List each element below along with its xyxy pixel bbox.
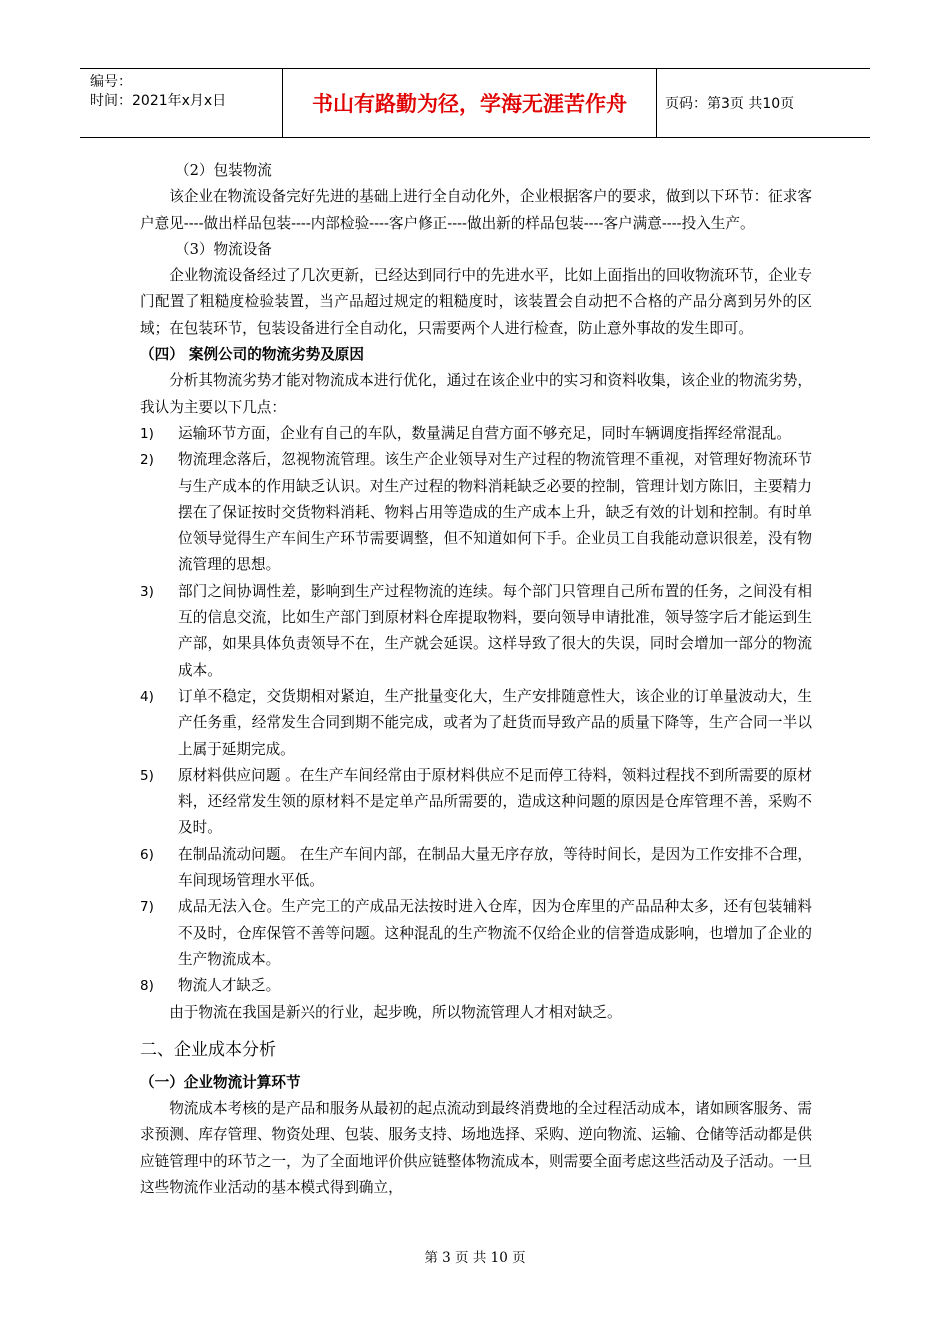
header-date-label: 时间：2021年x月x日 bbox=[90, 93, 227, 109]
header-motto: 书山有路勤为径，学海无涯苦作舟 bbox=[283, 69, 657, 137]
paragraph-logistics-calc: 物流成本考核的是产品和服务从最初的起点流动到最终消费地的全过程活动成本，诸如顾客服务、需求预测、库存管理、物资处理、包装、服务支持、场地选择、采购、逆向物流、运输、仓储等活动都是供应链管理中的环节之一，为了全面地评价供应链整体物流成本，则需要全面考虑这些活动及子活动。一旦这些物流作业活动的基本模式得到确立， bbox=[140, 1100, 812, 1196]
list-item bbox=[140, 763, 812, 842]
list-item-text: 物流人才缺乏。 bbox=[178, 977, 281, 995]
list-item-text: 订单不稳定，交货期相对紧迫，生产批量变化大，生产安排随意性大，该企业的订单量波动大，生产任务重，经常发生合同到期不能完成，或者为了赶货而导致产品的质量下降等，生产合同一半以上属于延期完成。 bbox=[178, 687, 812, 758]
list-item-number: 5) bbox=[140, 767, 154, 784]
list-item-text: 部门之间协调性差，影响到生产过程物流的连续。每个部门只管理自己所布置的任务，之间没有相互的信息交流，比如生产部门到原材料仓库提取物料，要向领导申请批准，领导签字后才能运到生产部，如果具体负责领导不在，生产就会延误。这样导致了很大的失误，同时会增加一部分的物流成本。 bbox=[178, 582, 812, 679]
header-meta bbox=[80, 69, 283, 137]
document-body bbox=[140, 158, 812, 1201]
chapter-title-cost-analysis: 二、企业成本分析 bbox=[140, 1039, 276, 1060]
section-title-weakness: （四） 案例公司的物流劣势及原因 bbox=[140, 346, 364, 364]
list-item bbox=[140, 421, 812, 447]
list-item-number: 8) bbox=[140, 978, 154, 995]
list-item-number: 4) bbox=[140, 688, 154, 705]
list-item bbox=[140, 842, 812, 895]
list-item-number: 6) bbox=[140, 846, 154, 863]
list-item-text: 物流理念落后，忽视物流管理。该生产企业领导对生产过程的物流管理不重视，对管理好物流环节与生产成本的作用缺乏认识。对生产过程的物料消耗缺乏必要的控制，管理计划方陈旧，主要精力摆在了保证按时交货物料消耗、物料占用等造成的生产成本上升，缺乏有效的计划和控制。有时单位领导觉得生产车间生产环节需要调整，但不知道如何下手。企业员工自我能动意识很差，没有物流管理的思想。 bbox=[178, 451, 812, 574]
paragraph-equipment: 企业物流设备经过了几次更新，已经达到同行中的先进水平，比如上面指出的回收物流环节，企业专门配置了粗糙度检验装置，当产品超过规定的粗糙度时，该装置会自动把不合格的产品分离到另外的区域；在包装环节，包装设备进行全自动化，只需要两个人进行检查，防止意外事故的发生即可。 bbox=[140, 267, 812, 337]
list-item-text: 在制品流动问题。 在生产车间内部，在制品大量无序存放，等待时间长，是因为工作安排不合理，车间现场管理水平低。 bbox=[178, 845, 812, 890]
section-title-logistics-calc: （一）企业物流计算环节 bbox=[140, 1073, 301, 1091]
list-item-text: 成品无法入仓。生产完工的产成品无法按时进入仓库，因为仓库里的产品品种太多，还有包装辅料不及时，仓库保管不善等问题。这种混乱的生产物流不仅给企业的信誉造成影响，也增加了企业的生产物流成本。 bbox=[178, 898, 812, 968]
list-item-text: 原材料供应问题 。在生产车间经常由于原材料供应不足而停工待料，领料过程找不到所需要的原材料，还经常发生领的原材料不是定单产品所需要的，造成这种问题的原因是仓库管理不善，采购不及时。 bbox=[178, 766, 812, 837]
page-footer: 第 3 页 共 10 页 bbox=[424, 1250, 526, 1266]
header-code-label: 编号： bbox=[90, 74, 132, 90]
list-item bbox=[140, 684, 812, 763]
paragraph-weakness-outro: 由于物流在我国是新兴的行业，起步晚，所以物流管理人才相对缺乏。 bbox=[169, 1003, 622, 1021]
list-item-text: 运输环节方面，企业有自己的车队，数量满足自营方面不够充足，同时车辆调度指挥经常混乱。 bbox=[178, 424, 791, 442]
subsection-title-equipment: （3）物流设备 bbox=[175, 240, 272, 258]
list-item-number: 2) bbox=[140, 452, 154, 469]
list-item-number: 7) bbox=[140, 899, 154, 916]
list-item bbox=[140, 579, 812, 684]
list-item bbox=[140, 447, 812, 578]
list-item-number: 3) bbox=[140, 583, 154, 600]
paragraph-weakness-intro: 分析其物流劣势才能对物流成本进行优化，通过在该企业中的实习和资料收集，该企业的物流劣势，我认为主要以下几点： bbox=[140, 372, 812, 416]
page-header bbox=[80, 68, 870, 138]
header-page-info: 页码：第3页 共10页 bbox=[665, 96, 795, 112]
list-item bbox=[140, 894, 812, 973]
list-item bbox=[140, 973, 812, 999]
paragraph-packaging: 该企业在物流设备完好先进的基础上进行全自动化外，企业根据客户的要求，做到以下环节：征求客户意见----做出样品包装----内部检验----客户修正----做出新的样品包装----客户满意----投入生产。 bbox=[140, 188, 812, 232]
subsection-title-packaging: （2）包装物流 bbox=[175, 162, 272, 179]
list-item-number: 1) bbox=[140, 425, 154, 442]
